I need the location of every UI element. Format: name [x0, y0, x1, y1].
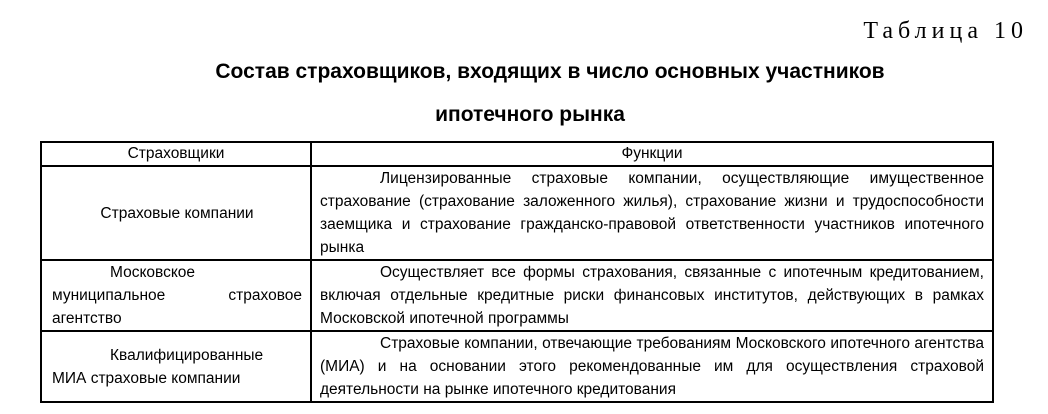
insurers-table — [40, 141, 994, 403]
table-number: Таблица 10 — [863, 18, 1028, 44]
table-row — [41, 166, 993, 260]
header-functions: Функции — [311, 142, 993, 166]
insurer-name-line: Квалифицированные — [110, 346, 264, 364]
insurer-cell — [41, 166, 311, 260]
table-title-line-1: Состав страховщиков, входящих в число основных участников — [215, 60, 885, 83]
insurer-name-line: Московское — [110, 264, 196, 281]
table-title-line-2: ипотечного рынка — [435, 103, 625, 126]
table-header-row — [41, 142, 993, 166]
function-cell: Страховые компании, отвечающие требованиям Московского ипотечного агентства (МИА) и на основании этого рекомендованные им для осуществления страховой деятельности на рынке ипотечного кредитования — [311, 331, 993, 402]
insurer-cell — [41, 331, 311, 402]
insurer-name: Страховые компании — [100, 204, 254, 222]
table-row — [41, 331, 993, 402]
table-row — [41, 260, 993, 331]
insurer-name-line: агентство — [52, 310, 122, 327]
header-insurers: Страховщики — [41, 142, 311, 166]
insurer-name-line: МИА страховые компании — [52, 369, 241, 387]
insurer-cell — [41, 260, 311, 331]
insurer-name-line: муниципальное страховое — [52, 287, 302, 304]
function-cell: Осуществляет все формы страхования, связанные с ипотечным кредитованием, включая отдельные кредитные риски финансовых институтов, действующих в рамках Московской ипотечной программы — [311, 260, 993, 331]
function-cell: Лицензированные страховые компании, осуществляющие имущественное страхование (страхование заложенного жилья), страхование жизни и трудоспособности заемщика и страхование гражданско-правовой ответственности участников ипотечного рынка — [311, 166, 993, 260]
